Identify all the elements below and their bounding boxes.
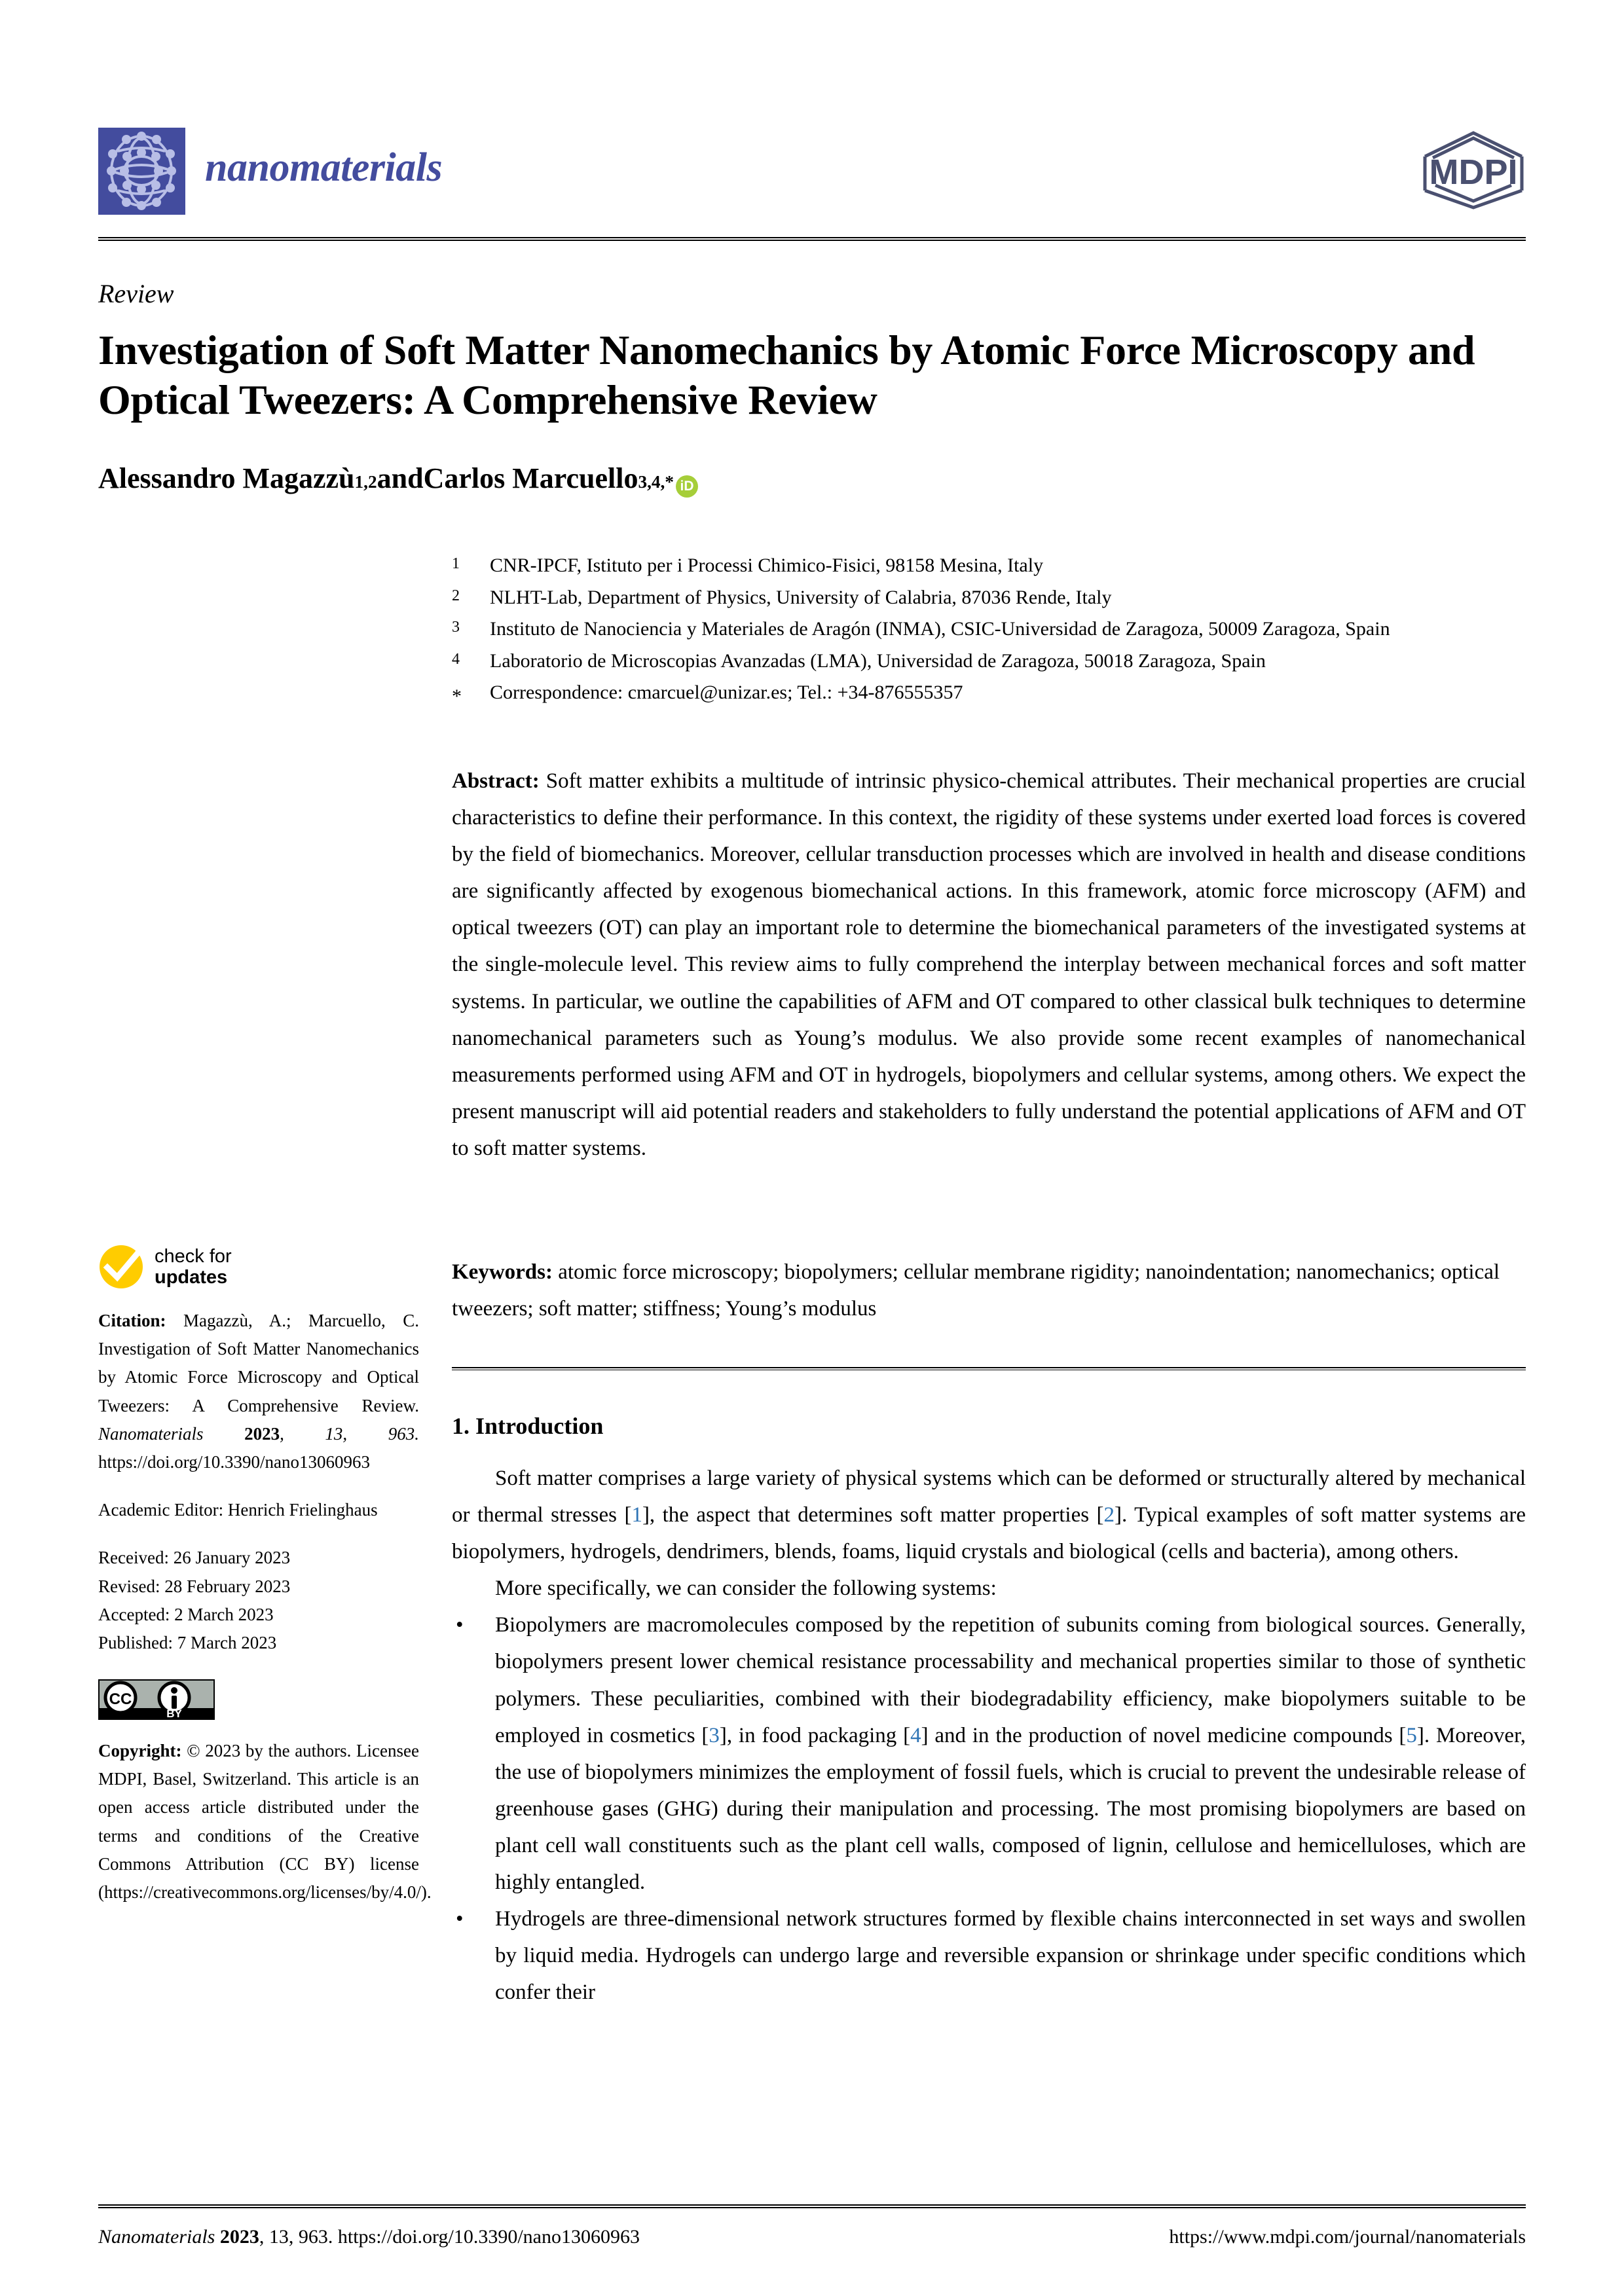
affiliation-row — [452, 582, 1526, 614]
introduction-body — [452, 1460, 1526, 2011]
citation-ref-3[interactable]: 3 — [709, 1723, 720, 1747]
para1-part-c: ]. Typical examples of soft matter systems are biopolymers, hydrogels, dendrimers, blends, foams, liquid crystals and biological (cells and bacteria), among others. — [452, 1503, 1526, 1564]
keywords-text: atomic force microscopy; biopolymers; cellular membrane rigidity; nanoindentation; nanomechanics; optical tweezers; soft matter; stiffness; Young’s modulus — [452, 1260, 1500, 1321]
citation-year: 2023 — [244, 1423, 280, 1444]
copyright-block — [98, 1737, 432, 1906]
affiliation-text: Laboratorio de Microscopias Avanzadas (LMA), Universidad de Zaragoza, 50018 Zaragoza, Spain — [490, 649, 1266, 672]
page-footer — [98, 2226, 1526, 2248]
author-name-1: Alessandro Magazzù — [98, 462, 355, 495]
article-type-label: Review — [98, 279, 174, 308]
bullet1-part-b: ], in food packaging [ — [719, 1723, 911, 1747]
footer-divider — [98, 2204, 1526, 2208]
citation-ref-5[interactable]: 5 — [1406, 1723, 1417, 1747]
citation-label: Citation: — [98, 1311, 166, 1330]
list-item — [452, 1607, 1526, 1901]
page-title: Investigation of Soft Matter Nanomechanics by Atomic Force Microscopy and Optical Tweezers: A Comprehensive Review — [98, 327, 1475, 423]
affiliation-marker: 3 — [452, 619, 460, 636]
footer-citation-rest: , 13, 963. https://doi.org/10.3390/nano13060963 — [259, 2226, 640, 2248]
author-name-2: Carlos Marcuello — [423, 462, 638, 495]
author-1-affiliation-markers: 1,2 — [354, 472, 377, 492]
svg-text:BY: BY — [166, 1707, 182, 1721]
paragraph-more-specifically: More specifically, we can consider the following systems: — [495, 1576, 997, 1601]
page-header — [98, 128, 1526, 226]
affiliation-row — [452, 550, 1526, 582]
citation-doi-link[interactable]: https://doi.org/10.3390/nano13060963 — [98, 1451, 371, 1472]
mdpi-publisher-logo-icon — [1421, 128, 1526, 211]
footer-journal-name: Nanomaterials — [98, 2226, 215, 2248]
citation-block — [98, 1307, 419, 1476]
revised-date: Revised: 28 February 2023 — [98, 1576, 291, 1596]
systems-bullet-list — [452, 1607, 1526, 2011]
orcid-icon[interactable]: iD — [676, 475, 698, 498]
citation-text: Magazzù, A.; Marcuello, C. Investigation of Soft Matter Nanomechanics by Atomic Force Microscopy and Optical Tweezers: A Comprehensive Review. — [98, 1311, 419, 1415]
journal-brand — [98, 128, 442, 215]
published-date: Published: 7 March 2023 — [98, 1632, 277, 1652]
keywords-divider — [452, 1367, 1526, 1370]
affiliation-text: Instituto de Nanociencia y Materiales de Aragón (INMA), CSIC-Universidad de Zaragoza, 50009 Zaragoza, Spain — [490, 618, 1390, 640]
svg-text:CC: CC — [109, 1690, 132, 1709]
bullet-text-biopolymers — [495, 1607, 1526, 1901]
citation-ref-4[interactable]: 4 — [910, 1723, 921, 1747]
copyright-text: © 2023 by the authors. Licensee MDPI, Basel, Switzerland. This article is an open access article distributed under the terms and conditions of the Creative Commons Attribution (CC BY) license (https://creativecommons.org/licenses/by/4.0/). — [98, 1741, 432, 1902]
correspondence-marker: * — [452, 685, 462, 708]
para1-part-b: ], the aspect that determines soft matter properties [ — [642, 1503, 1104, 1527]
affiliation-text: CNR-IPCF, Istituto per i Processi Chimico-Fisici, 98158 Mesina, Italy — [490, 555, 1044, 576]
correspondence-row — [452, 677, 1526, 713]
check-updates-line-2: updates — [155, 1267, 228, 1288]
svg-text:MDPI: MDPI — [1429, 153, 1518, 192]
check-updates-line-1: check for — [155, 1245, 232, 1267]
header-divider — [98, 237, 1526, 241]
affiliation-text: NLHT-Lab, Department of Physics, University of Calabria, 87036 Rende, Italy — [490, 586, 1112, 608]
citation-volume-pages: , 13, 963. — [280, 1423, 419, 1444]
para1-part-a: Soft matter comprises a large variety of physical systems which can be deformed or structurally altered by mechanical or thermal stresses [ — [452, 1467, 1526, 1527]
affiliations-list — [452, 550, 1526, 713]
citation-journal-name: Nanomaterials — [98, 1423, 204, 1444]
abstract-section — [452, 763, 1526, 1167]
creative-commons-by-license-icon[interactable] — [98, 1679, 215, 1720]
accepted-date: Accepted: 2 March 2023 — [98, 1604, 274, 1624]
bullet1-part-a: Biopolymers are macromolecules composed by the repetition of subunits coming from biological sources. Generally, biopolymers present lower chemical resistance processability and mechanical properties similar to those of synthetic polymers. These peculiarities, combined with their biodegradability efficiency, make biopolymers suitable to be employed in cosmetics [ — [495, 1613, 1526, 1747]
bullet1-part-c: ] and in the production of novel medicine compounds [ — [921, 1723, 1407, 1747]
footer-journal-url[interactable]: https://www.mdpi.com/journal/nanomaterials — [1169, 2226, 1526, 2248]
check-updates-label — [155, 1246, 232, 1288]
citation-ref-1[interactable]: 1 — [631, 1503, 642, 1527]
received-date: Received: 26 January 2023 — [98, 1548, 291, 1568]
author-2-affiliation-markers: 3,4,* — [638, 472, 674, 492]
correspondence-text: Correspondence: cmarcuel@unizar.es; Tel.: +34-876555357 — [490, 682, 963, 704]
affiliation-marker: 4 — [452, 650, 460, 668]
check-mark-icon — [98, 1244, 144, 1290]
bullet-text-hydrogels: Hydrogels are three-dimensional network structures formed by flexible chains interconnected in set ways and swollen by liquid media. Hydrogels can undergo large and reversible expansion or shrinkage under specific conditions which confer their — [495, 1907, 1526, 2005]
paragraph-soft-matter — [452, 1460, 1526, 1570]
footer-citation — [98, 2226, 640, 2248]
nanomaterials-fullerene-logo-icon — [98, 128, 185, 215]
keywords-section — [452, 1254, 1526, 1327]
affiliation-row — [452, 613, 1526, 646]
author-conjunction: and — [377, 462, 424, 495]
article-metadata-sidebar — [98, 1244, 432, 1926]
bullet-point-icon: • — [456, 1613, 464, 1637]
list-item — [452, 1901, 1526, 2011]
keywords-label: Keywords: — [452, 1260, 553, 1284]
footer-year: 2023 — [219, 2226, 259, 2248]
affiliation-marker: 1 — [452, 555, 460, 572]
check-for-updates-badge[interactable] — [98, 1244, 419, 1290]
abstract-label: Abstract: — [452, 769, 540, 793]
bullet-point-icon: • — [456, 1907, 464, 1931]
affiliation-marker: 2 — [452, 587, 460, 604]
title-block — [98, 278, 1526, 497]
section-heading-introduction: 1. Introduction — [452, 1413, 604, 1439]
journal-title: nanomaterials — [205, 145, 443, 190]
citation-ref-2[interactable]: 2 — [1103, 1503, 1115, 1527]
affiliation-row — [452, 646, 1526, 678]
abstract-text: Soft matter exhibits a multitude of intrinsic physico-chemical attributes. Their mechanical properties are crucial characteristics to define their performance. In this context, the rigidity of these systems under exerted load forces is covered by the field of biomechanics. Moreover, cellular transduction processes which are involved in health and disease conditions are significantly affected by exogenous biomechanical actions. In this framework, atomic force microscopy (AFM) and optical tweezers (OT) can play an important role to determine the biomechanical parameters of the investigated systems at the single-molecule level. This review aims to fully comprehend the interplay between mechanical forces and soft matter systems. In particular, we outline the capabilities of AFM and OT compared to other classical bulk techniques to determine nanomechanical parameters such as Young’s modulus. We also provide some recent examples of nanomechanical measurements performed using AFM and OT in hydrogels, biopolymers and cellular systems, among others. We expect the present manuscript will aid potential readers and stakeholders to fully understand the potential applications of AFM and OT to soft matter systems. — [452, 769, 1526, 1160]
copyright-label: Copyright: — [98, 1741, 182, 1761]
academic-editor-block: Academic Editor: Henrich Frielinghaus — [98, 1500, 378, 1520]
bullet1-part-d: ]. Moreover, the use of biopolymers minimizes the employment of fossil fuels, which is crucial to prevent the undesirable release of greenhouse gases (GHG) during their manipulation and processing. The most promising biopolymers are based on plant cell wall constituents such as the plant cell walls, composed of lignin, cellulose and hemicelluloses, which are highly entangled. — [495, 1723, 1526, 1895]
author-list — [98, 460, 1526, 497]
